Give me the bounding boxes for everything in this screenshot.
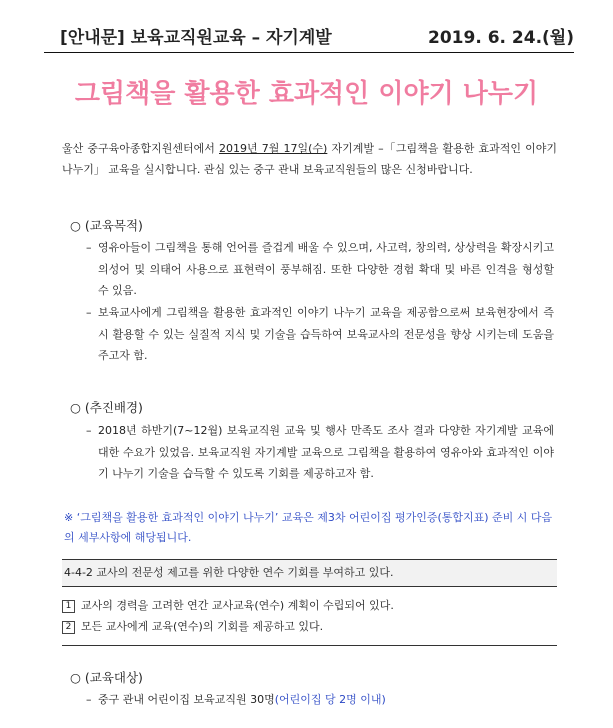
bullet-dash: –: [86, 424, 92, 437]
item-number-box: 1: [62, 600, 75, 613]
evaluation-note: ※ ‘그림책을 활용한 효과적인 이야기 나누기’ 교육은 제3차 어린이집 평가인증(통합지표) 준비 시 다음의 세부사항에 해당됩니다.: [64, 511, 553, 544]
background-bullet-1: [86, 420, 554, 485]
intro-date: 2019년 7월 17일(수): [219, 142, 328, 155]
target-limit: (어린이집 당 2명 이내): [274, 693, 386, 706]
purpose-bullet-2: [86, 302, 554, 367]
document-title: 그림책을 활용한 효과적인 이야기 나누기: [74, 79, 539, 109]
standard-item-1: [62, 596, 394, 616]
item-number-box: 2: [62, 621, 75, 634]
standard-mid-rule: [62, 586, 557, 587]
purpose-bullet-1-text: 영유아들이 그림책을 통해 언어를 즐겁게 배울 수 있으며, 사고력, 창의력, 상상력을 확장시키고 의성어 및 의태어 사용으로 표현력이 풍부해짐. 또한 다양한 경험 확대 및 바른 인격을 형성할 수 있음.: [98, 241, 554, 297]
target-bullet-1-text: [86, 689, 554, 711]
target-title: ○ (교육대상): [70, 670, 143, 685]
standard-item-2-text: 모든 교사에게 교육(연수)의 기회를 제공하고 있다.: [81, 620, 324, 633]
bullet-dash: –: [86, 693, 92, 706]
document-header: [44, 22, 574, 53]
standard-heading-text: 4-4-2 교사의 전문성 제고를 위한 다양한 연수 기회를 부여하고 있다.: [64, 566, 394, 579]
target-bullet-1: [86, 689, 554, 711]
standard-heading: [62, 560, 557, 586]
standard-item-2: [62, 617, 323, 637]
bullet-dash: –: [86, 306, 92, 319]
background-bullet-1-text: 2018년 하반기(7~12월) 보육교직원 교육 및 행사 만족도 조사 결과 다양한 자기계발 교육에 대한 수요가 있었음. 보육교직원 자기계발 교육으로 그림책을 활용하여 영유아와 효과적인 이야기 나누기 기술을 습득할 수 있도록 기회를 제공하고자 함.: [98, 424, 554, 480]
intro-part1: 울산 중구육아종합지원센터에서: [62, 142, 220, 155]
standard-bottom-rule: [62, 645, 557, 646]
purpose-title: ○ (교육목적): [70, 218, 143, 233]
intro-part2: 자기계발 –「그림책을 활용한 효과적인 이야기 나누기」 교육을 실시합니다. 관심 있는 중구 관내 보육교직원들의 많은 신청바랍니다.: [62, 142, 557, 176]
notice-label: [안내문] 보육교직원교육 – 자기계발: [60, 28, 332, 48]
background-title: ○ (추진배경): [70, 400, 143, 415]
notice-date: 2019. 6. 24.(월): [428, 28, 574, 48]
standard-item-1-text: 교사의 경력을 고려한 연간 교사교육(연수) 계획이 수립되어 있다.: [81, 599, 394, 612]
purpose-bullet-1: [86, 237, 554, 302]
purpose-bullet-2-text: 보육교사에게 그림책을 활용한 효과적인 이야기 나누기 교육을 제공함으로써 보육현장에서 즉시 활용할 수 있는 실질적 지식 및 기술을 습득하여 보육교사의 전문성을 향상 시키는데 도움을 주고자 함.: [98, 306, 554, 362]
bullet-dash: –: [86, 241, 92, 254]
intro-paragraph: [62, 138, 557, 180]
target-main: 중구 관내 어린이집 보육교직원 30명: [98, 693, 275, 706]
